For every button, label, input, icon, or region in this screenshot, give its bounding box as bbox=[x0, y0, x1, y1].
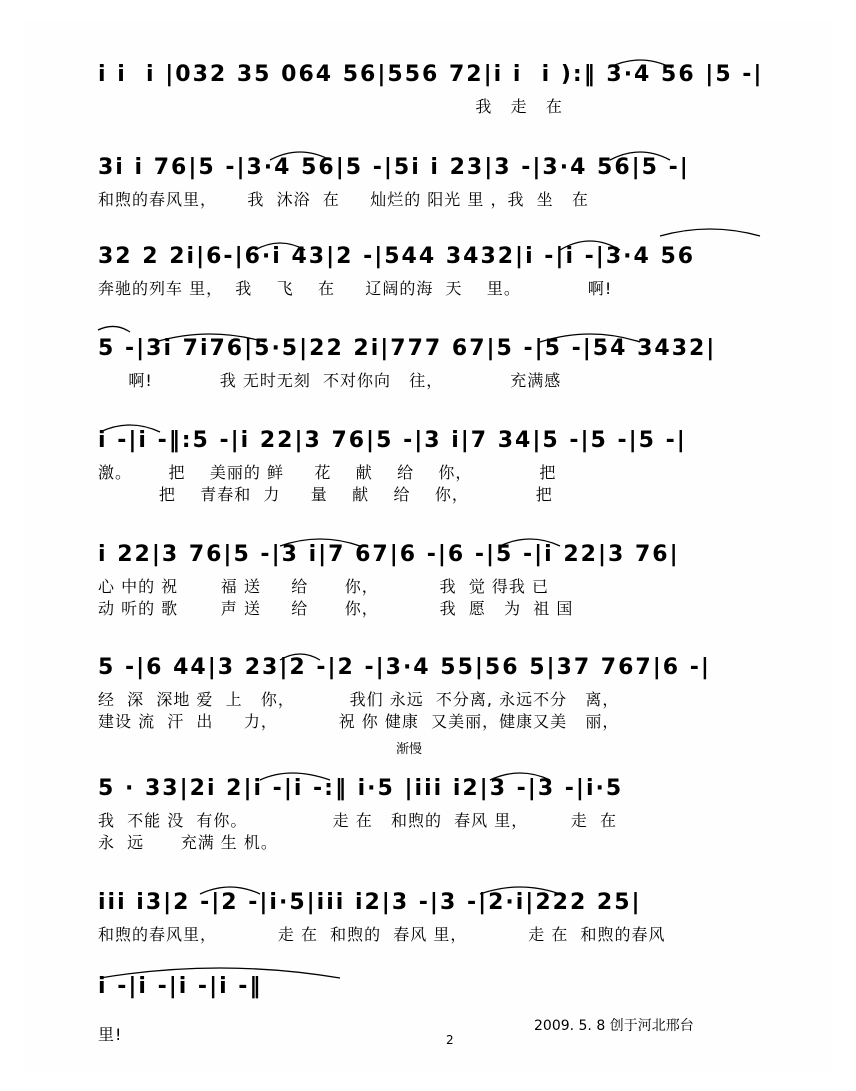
notation-line: 5 -|3i 7i76|5·5|22 2i|777 67|5 -|5 -|54 3432| bbox=[98, 336, 717, 361]
lyric-line-verse-2: 建设 流 汗 出 力， 祝 你 健康 又美丽，健康又美 丽， bbox=[98, 712, 620, 731]
lyric-line: 里! bbox=[98, 1025, 123, 1044]
score-system-3 bbox=[98, 244, 778, 300]
lyric-line: 啊! 我 无时无刻 不对你向 往， 充满感 bbox=[98, 371, 562, 390]
lyric-line-verse-1: 经 深 深地 爱 上 你， 我们 永远 不分离, 永远不分 离， bbox=[98, 690, 620, 709]
page-number: 2 bbox=[446, 1033, 454, 1047]
notation-line: 3i i 76|5 -|3·4 56|5 -|5i i 23|3 -|3·4 56|5 -| bbox=[98, 155, 690, 180]
composition-date: 2009. 5. 8 创于河北邢台 bbox=[534, 1018, 694, 1034]
lyric-line-verse-2: 永 远 充满 生 机。 bbox=[98, 833, 278, 852]
score-system-7 bbox=[98, 655, 778, 733]
score-system-8 bbox=[98, 776, 778, 854]
notation-line: i -|i -|i -|i -‖ bbox=[98, 974, 263, 999]
score-system-10 bbox=[98, 974, 778, 1046]
notation-line: i -|i -‖:5 -|i 22|3 76|5 -|3 i|7 34|5 -|5 -|5 -| bbox=[98, 428, 687, 453]
tempo-mark: 渐慢 bbox=[396, 742, 423, 757]
notation-line: i 22|3 76|5 -|3 i|7 67|6 -|6 -|5 -|i 22|3 76| bbox=[98, 542, 680, 567]
notation-line: 32 2 2i|6-|6·i 43|2 -|544 3432|i -|i -|3·4 56 bbox=[98, 244, 696, 269]
lyric-line: 和煦的春风里， 走 在 和煦的 春风 里， 走 在 和煦的春风 bbox=[98, 925, 666, 944]
notation-line: 5 -|6 44|3 23|2 -|2 -|3·4 55|56 5|37 767|6 -| bbox=[98, 655, 711, 680]
notation-line: 5 · 33|2i 2|i -|i -:‖ i·5 |iii i2|3 -|3 -|i·5 bbox=[98, 776, 624, 801]
notation-line: i i i |032 35 064 56|556 72|i i i ):‖ 3·4 56 |5 -| bbox=[98, 62, 764, 87]
lyric-line: 我 走 在 bbox=[98, 97, 563, 116]
score-system-2 bbox=[98, 155, 778, 211]
score-system-4 bbox=[98, 336, 778, 392]
lyric-line-verse-1: 心 中的 祝 福 送 给 你， 我 觉 得我 已 bbox=[98, 577, 550, 596]
lyric-line: 奔驰的列车 里， 我 飞 在 辽阔的海 天 里。 啊! bbox=[98, 279, 613, 298]
lyric-line-verse-1: 我 不能 没 有你。 走 在 和煦的 春风 里， 走 在 bbox=[98, 811, 618, 830]
score-system-9 bbox=[98, 890, 778, 946]
score-system-1 bbox=[98, 62, 778, 118]
lyric-line: 和煦的春风里， 我 沐浴 在 灿烂的 阳光 里 ，我 坐 在 bbox=[98, 190, 589, 209]
lyric-line-verse-2: 动 听的 歌 声 送 给 你， 我 愿 为 祖 国 bbox=[98, 599, 574, 618]
score-system-5 bbox=[98, 428, 778, 506]
notation-line: iii i3|2 -|2 -|i·5|iii i2|3 -|3 -|2·i|222 25| bbox=[98, 890, 642, 915]
lyric-line-verse-1: 激。 把 美丽的 鲜 花 献 给 你， 把 bbox=[98, 463, 557, 482]
lyric-line-verse-2: 把 青春和 力 量 献 给 你， 把 bbox=[98, 485, 553, 504]
score-system-6 bbox=[98, 542, 778, 620]
